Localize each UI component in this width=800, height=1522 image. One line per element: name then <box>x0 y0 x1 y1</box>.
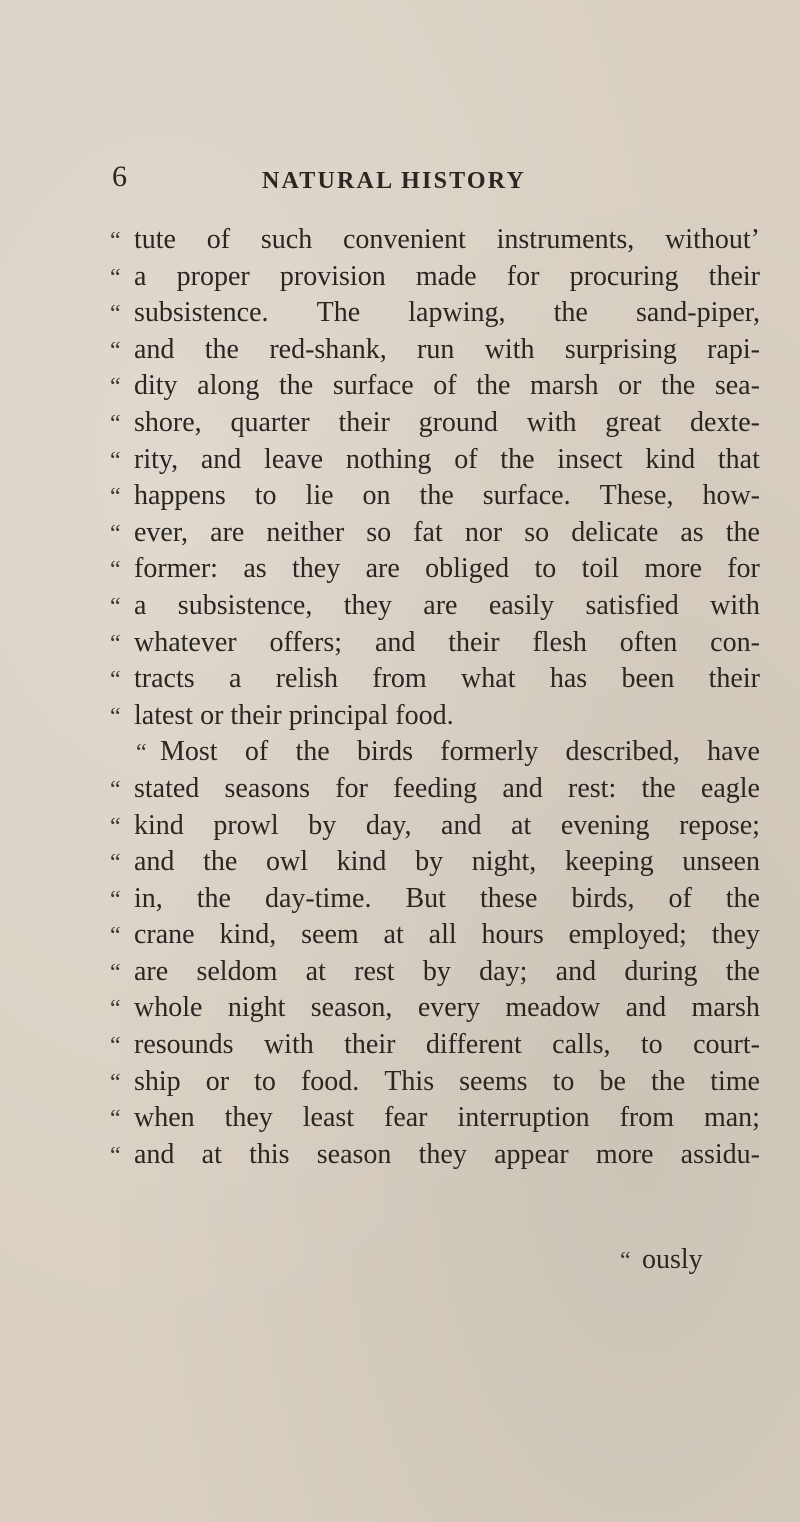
word: shore, <box>134 406 202 438</box>
word: insect <box>557 443 623 475</box>
quote-mark: “ <box>110 447 121 474</box>
word: made <box>415 260 477 292</box>
word: to <box>552 1065 575 1097</box>
word: on <box>362 480 391 512</box>
line-text <box>134 661 760 698</box>
word: at <box>201 1138 222 1170</box>
word: whole <box>134 992 203 1024</box>
word: formerly <box>440 736 539 768</box>
line-text <box>134 954 760 991</box>
word: stated <box>134 772 200 804</box>
word: seldom <box>196 955 278 987</box>
text-line <box>110 698 760 735</box>
word: tute <box>134 224 176 255</box>
word: The <box>316 297 361 329</box>
word: marsh <box>691 992 760 1024</box>
word: are <box>210 516 245 548</box>
text-line <box>110 771 760 808</box>
quote-mark: “ <box>110 301 121 328</box>
word: eagle <box>700 772 760 804</box>
word: night <box>227 992 286 1024</box>
page-header <box>0 160 800 210</box>
quote-mark: “ <box>110 593 121 620</box>
word: interruption <box>457 1102 590 1134</box>
word: for <box>727 553 760 585</box>
word: kind <box>336 846 387 878</box>
quote-mark: “ <box>110 337 121 364</box>
word: provision <box>279 260 386 292</box>
word: of <box>433 370 457 402</box>
page-number: 6 <box>112 160 127 193</box>
text-line <box>110 1027 760 1064</box>
word: fear <box>384 1102 428 1134</box>
line-text <box>134 442 760 479</box>
word: But <box>405 882 446 914</box>
word: crane <box>134 919 195 951</box>
word: of <box>668 882 692 914</box>
word: former: <box>134 553 218 585</box>
word: rapi- <box>707 333 760 365</box>
text-line <box>110 515 760 552</box>
word: the <box>725 516 760 548</box>
word: and <box>134 333 175 365</box>
quote-mark: “ <box>110 1106 121 1133</box>
word: and <box>134 846 175 878</box>
word: owl <box>265 846 308 878</box>
line-text <box>134 222 760 259</box>
word: or <box>618 370 642 402</box>
word: without’ <box>665 224 760 255</box>
word: that <box>717 443 760 475</box>
word: as <box>680 516 704 548</box>
word: at <box>511 809 532 841</box>
word: ever, <box>134 516 189 548</box>
word: at <box>305 955 326 987</box>
word: surface <box>332 370 414 402</box>
word: con- <box>710 626 760 658</box>
word: feeding <box>393 772 478 804</box>
word: relish <box>275 663 338 695</box>
word: time <box>710 1065 760 1097</box>
word: the <box>553 297 588 329</box>
quote-mark: “ <box>620 1248 631 1274</box>
word: prowl <box>213 809 279 841</box>
word: all <box>428 919 457 951</box>
word: day, <box>365 809 412 841</box>
word: kind <box>134 809 184 841</box>
word: seasons <box>224 772 311 804</box>
word: toil <box>581 553 619 585</box>
quote-mark: “ <box>110 1069 121 1096</box>
word: great <box>605 406 662 438</box>
word: resounds <box>134 1029 234 1061</box>
line-text <box>134 405 760 442</box>
quote-mark: “ <box>110 630 121 657</box>
quote-mark: “ <box>110 996 121 1023</box>
word: been <box>621 663 675 695</box>
quote-mark: “ <box>110 264 121 291</box>
running-head: NATURAL HISTORY <box>262 168 526 194</box>
word: be <box>599 1065 626 1097</box>
word: These, <box>599 480 674 512</box>
word: lie <box>305 480 334 512</box>
word: delicate <box>571 516 659 548</box>
quote-mark: “ <box>110 410 121 437</box>
line-text <box>134 1100 760 1137</box>
word: along <box>197 370 260 402</box>
line-text <box>134 881 760 918</box>
word: court- <box>693 1029 760 1061</box>
text-line <box>110 368 760 405</box>
word: a <box>228 663 242 695</box>
word: so <box>366 516 392 548</box>
text-line <box>110 259 760 296</box>
word: in, <box>134 882 163 914</box>
word: to <box>640 1029 663 1061</box>
word: happens <box>134 480 226 512</box>
quote-mark: “ <box>110 520 121 547</box>
quote-mark: “ <box>110 1142 121 1169</box>
word: this <box>249 1138 290 1170</box>
word: sand-piper, <box>635 297 760 329</box>
text-line <box>110 1137 760 1174</box>
word: proper <box>176 260 250 292</box>
word: food. <box>300 1065 360 1097</box>
line-text <box>134 588 760 625</box>
word: ground <box>418 406 498 438</box>
word: employed; <box>568 919 687 951</box>
word: lapwing, <box>408 297 506 329</box>
word: they <box>224 1102 273 1134</box>
word: dexte- <box>690 406 760 438</box>
word: the <box>204 333 239 365</box>
word: their <box>708 260 760 292</box>
word: obliged <box>425 553 510 585</box>
word: day; <box>479 955 528 987</box>
word: the <box>661 370 696 402</box>
line-text: latest or their principal food. <box>134 699 454 731</box>
word: the <box>196 882 231 914</box>
word: and <box>200 443 242 475</box>
word: quarter <box>230 406 310 438</box>
line-text <box>134 1027 760 1064</box>
line-text <box>134 368 760 405</box>
word: the <box>279 370 314 402</box>
word: man; <box>703 1102 760 1134</box>
word: rest: <box>568 772 617 804</box>
word: a <box>134 589 147 621</box>
word: Most <box>160 736 218 768</box>
line-text <box>134 625 760 662</box>
text-line <box>110 405 760 442</box>
word: so <box>524 516 550 548</box>
word: red-shank, <box>269 333 387 365</box>
word: of <box>206 224 231 255</box>
line-text <box>134 990 760 1027</box>
line-text <box>134 332 760 369</box>
word: they <box>292 553 341 585</box>
word: often <box>619 626 678 658</box>
word: the <box>650 1065 686 1097</box>
word: seems <box>459 1065 528 1097</box>
word: assidu- <box>680 1138 760 1170</box>
word: appear <box>494 1138 569 1170</box>
word: for <box>335 772 368 804</box>
text-line <box>110 734 760 771</box>
text-line <box>110 625 760 662</box>
word: tracts <box>134 663 195 695</box>
word: their <box>338 406 390 438</box>
line-text <box>134 917 760 954</box>
text-line <box>110 332 760 369</box>
word: subsistence. <box>134 297 269 329</box>
word: at <box>383 919 404 951</box>
quote-mark: “ <box>110 813 121 840</box>
word: more <box>644 553 702 585</box>
quote-mark: “ <box>110 557 121 584</box>
word: the <box>500 443 535 475</box>
word: leave <box>264 443 324 475</box>
quote-mark: “ <box>110 703 121 730</box>
word: the <box>476 370 511 402</box>
word: satisfied <box>585 589 679 621</box>
quote-mark: “ <box>110 374 121 401</box>
word: by <box>308 809 337 841</box>
word: the <box>725 955 760 987</box>
word: birds, <box>571 882 635 914</box>
word: repose; <box>679 809 760 841</box>
word: and <box>502 772 543 804</box>
word: when <box>134 1102 195 1134</box>
word: season <box>316 1138 392 1170</box>
word: they <box>711 919 760 951</box>
word: least <box>302 1102 355 1134</box>
word: keeping <box>564 846 654 878</box>
catchword <box>620 1244 703 1276</box>
text-line <box>110 881 760 918</box>
word: or <box>205 1065 230 1097</box>
word: and <box>441 809 482 841</box>
word: meadow <box>505 992 601 1024</box>
word: of <box>244 736 269 768</box>
word: every <box>417 992 481 1024</box>
line-text <box>134 808 760 845</box>
word: these <box>479 882 538 914</box>
word: and <box>555 955 597 987</box>
word: rest <box>354 955 395 987</box>
text-line <box>110 917 760 954</box>
text-line <box>110 661 760 698</box>
text-line <box>110 1064 760 1101</box>
word: kind, <box>219 919 277 951</box>
word: has <box>549 663 588 695</box>
line-text <box>134 771 760 808</box>
word: nor <box>464 516 503 548</box>
word: This <box>384 1065 435 1097</box>
word: of <box>454 443 478 475</box>
text-line <box>110 442 760 479</box>
word: by <box>422 955 451 987</box>
word: fat <box>413 516 443 548</box>
word: their <box>708 663 760 695</box>
text-line <box>110 990 760 1027</box>
quote-mark: “ <box>136 740 147 767</box>
word: day-time. <box>264 882 372 914</box>
text-line <box>110 478 760 515</box>
word: neither <box>266 516 345 548</box>
word: evening <box>560 809 650 841</box>
word: hours <box>481 919 544 951</box>
word: from <box>372 663 427 695</box>
word: and <box>374 626 416 658</box>
line-text <box>134 478 760 515</box>
word: sea- <box>714 370 760 402</box>
word: with <box>263 1029 314 1061</box>
quote-mark: “ <box>110 959 121 986</box>
word: such <box>260 224 313 255</box>
word: birds <box>356 736 413 768</box>
word: to <box>534 553 557 585</box>
word: are <box>365 553 400 585</box>
word: the <box>203 846 238 878</box>
word: as <box>243 553 267 585</box>
word: surprising <box>564 333 677 365</box>
word: and <box>625 992 667 1024</box>
line-text <box>134 515 760 552</box>
word: nothing <box>345 443 432 475</box>
line-text <box>134 1137 760 1174</box>
word: to <box>254 480 277 512</box>
word: different <box>425 1029 522 1061</box>
word: during <box>624 955 698 987</box>
word: their <box>344 1029 396 1061</box>
word: unseen <box>682 846 760 878</box>
line-text <box>134 1064 760 1101</box>
word: offers; <box>269 626 343 658</box>
word: to <box>254 1065 276 1097</box>
word: how- <box>702 480 760 512</box>
text-line <box>110 954 760 991</box>
word: whatever <box>134 626 237 658</box>
word: the <box>641 772 676 804</box>
text-line <box>110 222 760 259</box>
word: a <box>134 260 147 292</box>
quote-mark: “ <box>110 1033 121 1060</box>
word: run <box>417 333 455 365</box>
quote-mark: “ <box>110 667 121 694</box>
word: marsh <box>530 370 599 402</box>
word: they <box>418 1138 467 1170</box>
word: with <box>526 406 577 438</box>
word: more <box>595 1138 654 1170</box>
word: by <box>415 846 444 878</box>
word: rity, <box>134 443 179 475</box>
text-line <box>110 844 760 881</box>
word: flesh <box>532 626 587 658</box>
word: dity <box>134 370 178 402</box>
word: what <box>461 663 516 695</box>
catchword-text: ously <box>642 1244 703 1275</box>
line-text <box>134 259 760 296</box>
word: from <box>619 1102 675 1134</box>
quote-mark: “ <box>110 776 121 803</box>
text-line <box>110 808 760 845</box>
quote-mark: “ <box>110 850 121 877</box>
word: instruments, <box>496 224 635 255</box>
text-line <box>110 295 760 332</box>
text-line <box>110 1100 760 1137</box>
quote-mark: “ <box>110 923 121 950</box>
word: easily <box>488 589 555 621</box>
word: the <box>419 480 454 512</box>
word: calls, <box>552 1029 611 1061</box>
word: are <box>134 955 169 987</box>
quote-mark: “ <box>110 484 121 511</box>
word: subsistence, <box>177 589 313 621</box>
word: procuring <box>569 260 679 292</box>
word: and <box>134 1138 175 1170</box>
word: night, <box>471 846 537 878</box>
word: convenient <box>343 224 466 255</box>
word: seem <box>301 919 359 951</box>
word: have <box>707 736 760 768</box>
line-text <box>160 734 760 771</box>
quote-mark: “ <box>110 228 121 254</box>
word: they <box>343 589 392 621</box>
word: the <box>295 736 330 768</box>
text-line <box>110 588 760 625</box>
word: kind <box>645 443 696 475</box>
word: for <box>506 260 540 292</box>
line-text <box>134 551 760 588</box>
word: described, <box>565 736 680 768</box>
word: ship <box>134 1065 181 1097</box>
word: with <box>484 333 535 365</box>
body-text <box>110 222 760 1173</box>
word: their <box>448 626 500 658</box>
quote-mark: “ <box>110 886 121 913</box>
word: are <box>423 589 458 621</box>
text-line <box>110 551 760 588</box>
word: season, <box>310 992 393 1024</box>
line-text <box>134 844 760 881</box>
word: the <box>725 882 760 914</box>
word: surface. <box>482 480 571 512</box>
word: with <box>710 589 760 621</box>
line-text <box>134 295 760 332</box>
